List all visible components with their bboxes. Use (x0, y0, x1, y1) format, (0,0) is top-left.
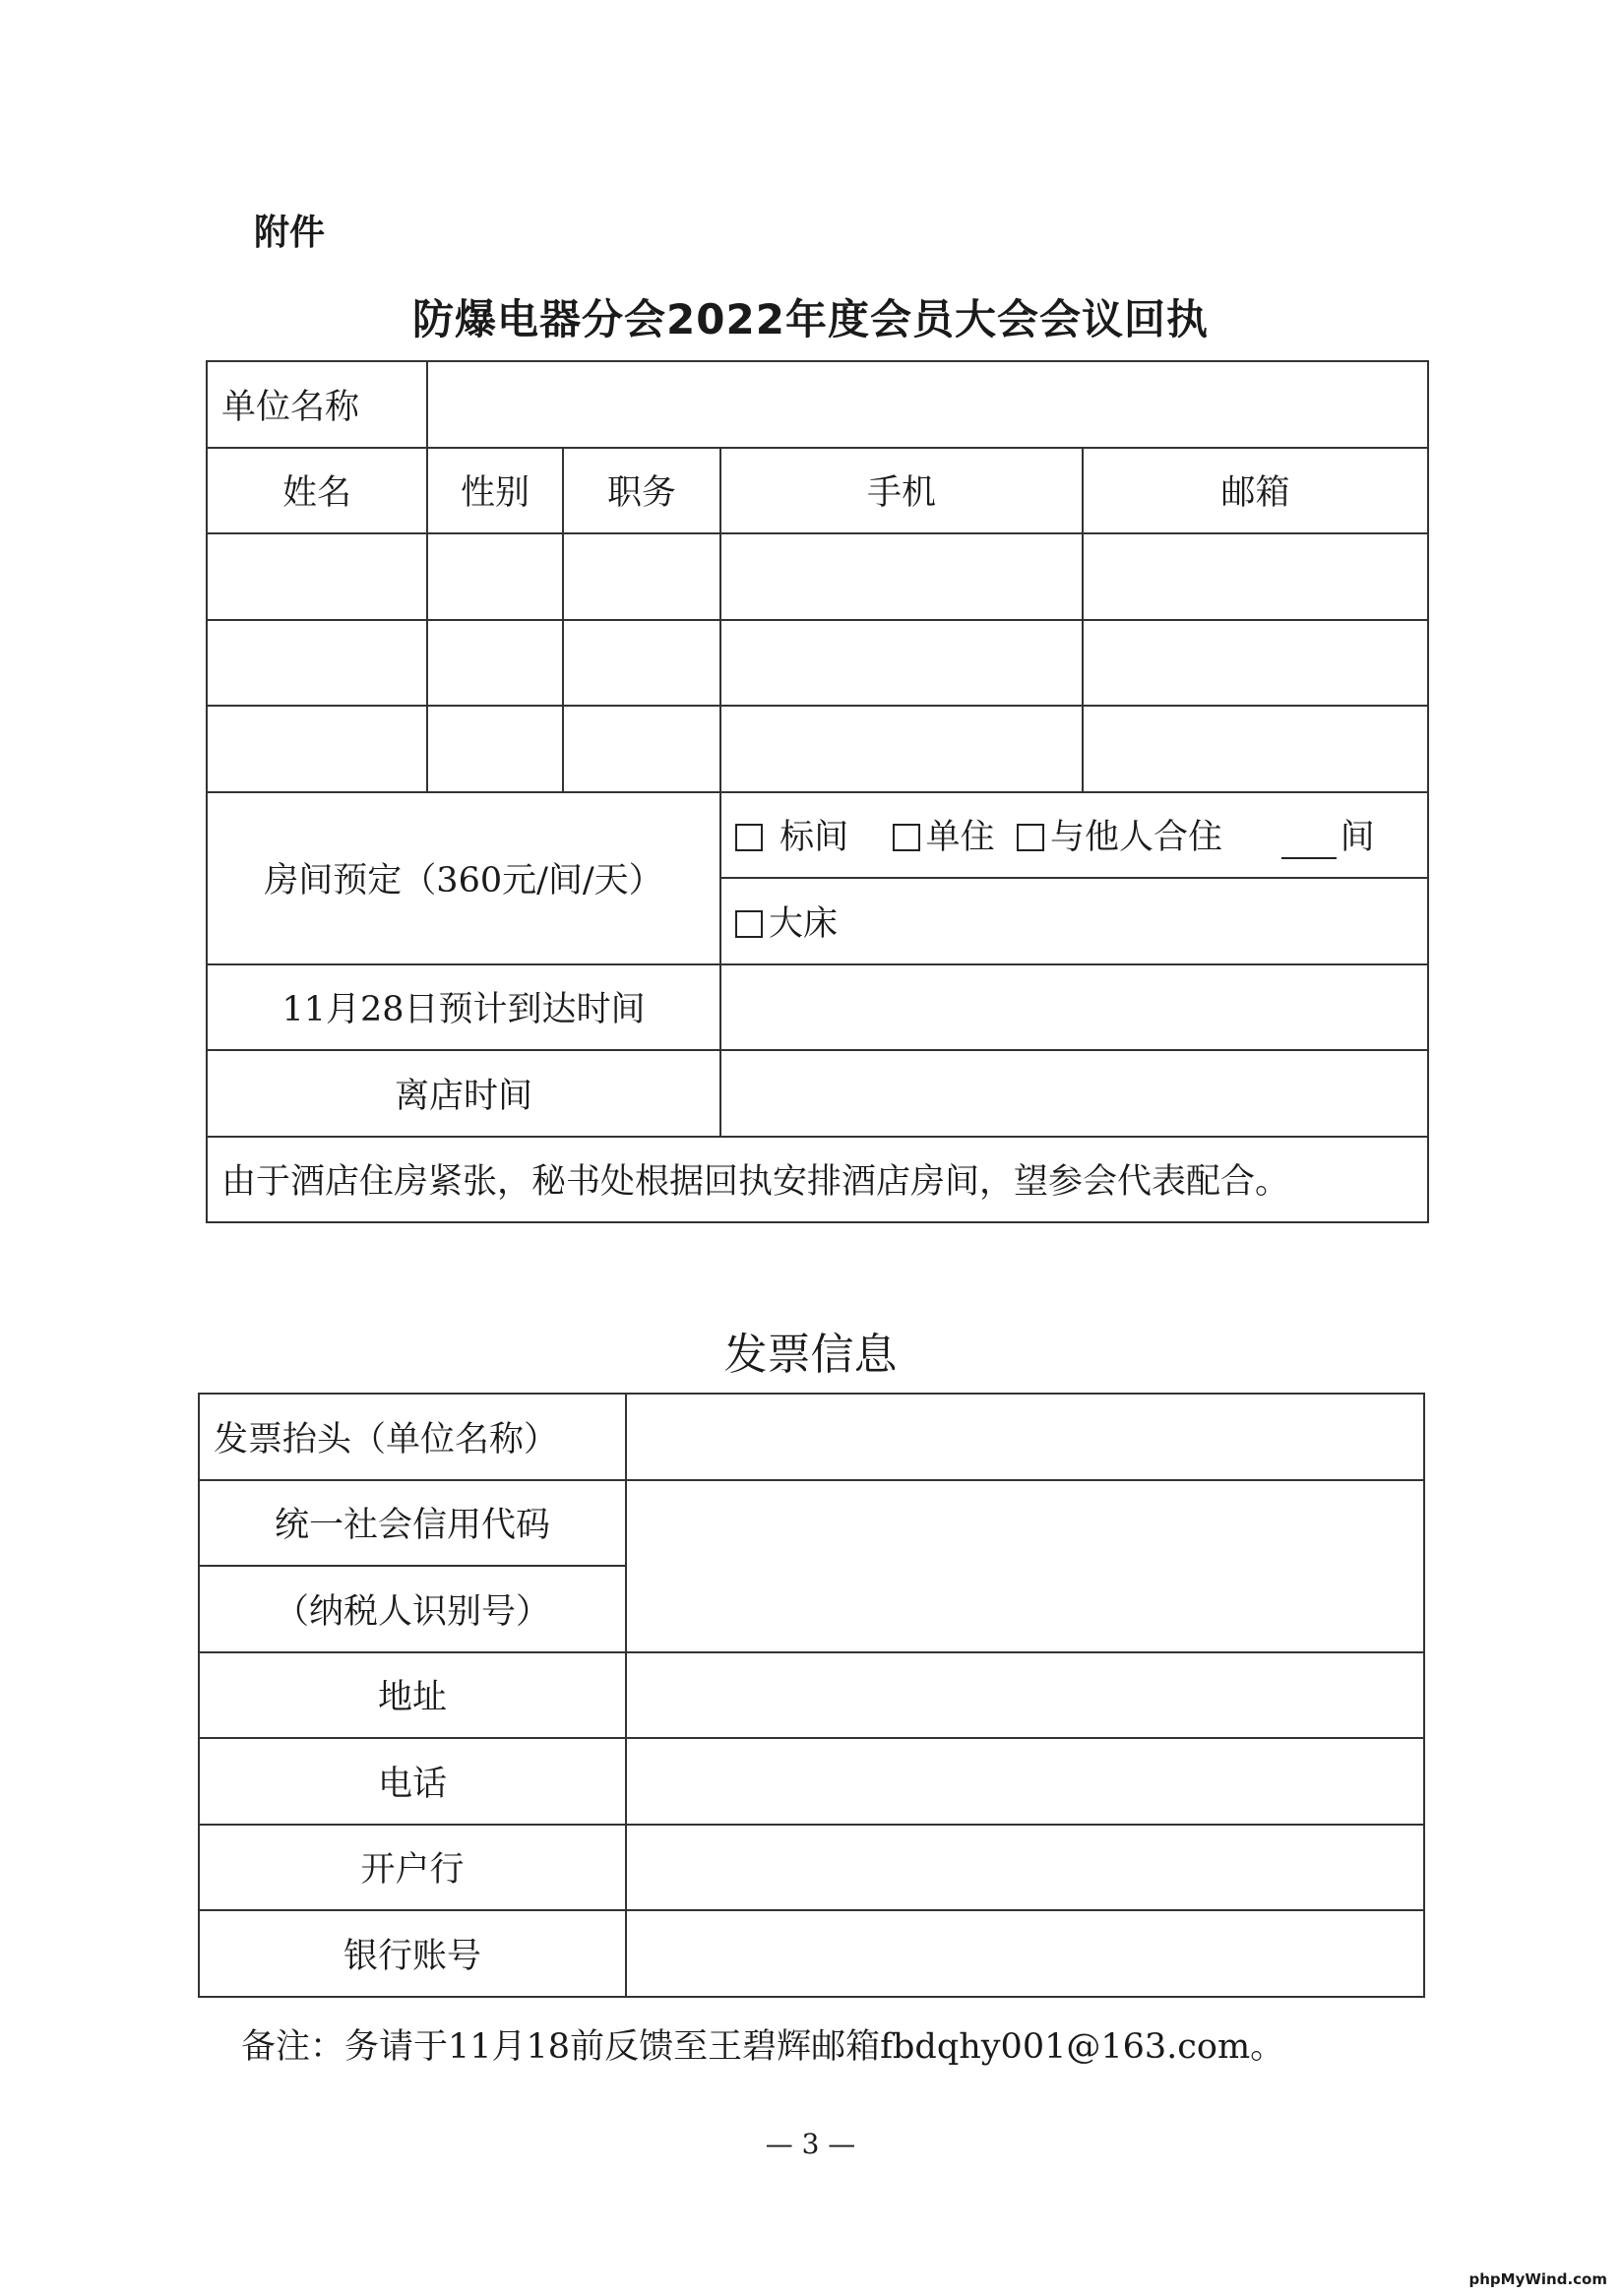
departure-label: 离店时间 (207, 1050, 720, 1137)
invoice-title: 发票信息 (723, 1330, 898, 1380)
name-cell[interactable] (207, 620, 427, 707)
gender-cell[interactable] (427, 706, 563, 792)
credit-code-label: 统一社会信用代码 (199, 1480, 626, 1567)
name-cell[interactable] (207, 706, 427, 792)
arrival-row (207, 964, 1428, 1051)
invoice-row (199, 1652, 1424, 1739)
king-bed-label: 大床 (769, 903, 839, 944)
bank-field[interactable] (626, 1825, 1424, 1911)
invoice-table (198, 1393, 1425, 1998)
unit-name-field[interactable] (427, 361, 1428, 448)
footer-note: 由于酒店住房紧张，秘书处根据回执安排酒店房间，望参会代表配合。 (207, 1137, 1428, 1223)
shared-room-label: 与他人合住 (1049, 818, 1222, 858)
position-cell[interactable] (563, 706, 720, 792)
invoice-row (199, 1480, 1424, 1567)
table-row (207, 620, 1428, 707)
credit-code-field[interactable] (626, 1480, 1424, 1652)
header-name: 姓名 (207, 448, 427, 534)
departure-field[interactable] (720, 1050, 1428, 1137)
email-cell[interactable] (1083, 533, 1428, 620)
departure-row (207, 1050, 1428, 1137)
document-title: 防爆电器分会2022年度会员大会会议回执 (412, 295, 1209, 343)
standard-room-checkbox[interactable] (735, 824, 763, 851)
name-cell[interactable] (207, 533, 427, 620)
header-mobile: 手机 (720, 448, 1083, 534)
position-cell[interactable] (563, 620, 720, 707)
header-row (207, 448, 1428, 534)
standard-room-label: 标间 (779, 818, 849, 858)
king-bed-option (720, 878, 1428, 964)
bank-account-field[interactable] (626, 1910, 1424, 1997)
unit-name-label: 单位名称 (207, 361, 427, 448)
room-unit-label: 间 (1340, 818, 1375, 858)
room-options (720, 792, 1428, 879)
address-label: 地址 (199, 1652, 626, 1739)
email-cell[interactable] (1083, 706, 1428, 792)
bank-account-label: 银行账号 (199, 1910, 626, 1997)
single-room-label: 单住 (925, 818, 995, 858)
room-count-blank[interactable] (1281, 828, 1337, 859)
room-booking-label: 房间预定（360元/间/天） (207, 792, 720, 964)
invoice-header-field[interactable] (626, 1394, 1424, 1480)
table-row (207, 533, 1428, 620)
note: 备注：务请于11月18前反馈至王碧辉邮箱fbdqhy001@163.com。 (241, 2027, 1285, 2067)
page-number: — 3 — (765, 2128, 856, 2160)
king-bed-checkbox[interactable] (735, 910, 763, 938)
receipt-table (206, 360, 1429, 1223)
bank-label: 开户行 (199, 1825, 626, 1911)
shared-room-checkbox[interactable] (1017, 824, 1044, 851)
arrival-field[interactable] (720, 964, 1428, 1051)
invoice-row (199, 1910, 1424, 1997)
phone-field[interactable] (626, 1738, 1424, 1825)
address-field[interactable] (626, 1652, 1424, 1739)
mobile-cell[interactable] (720, 706, 1083, 792)
unit-name-row (207, 361, 1428, 448)
taxpayer-id-label: （纳税人识别号） (199, 1566, 626, 1652)
email-cell[interactable] (1083, 620, 1428, 707)
mobile-cell[interactable] (720, 533, 1083, 620)
gender-cell[interactable] (427, 620, 563, 707)
invoice-row (199, 1825, 1424, 1911)
phone-label: 电话 (199, 1738, 626, 1825)
invoice-row (199, 1738, 1424, 1825)
footer-note-row (207, 1137, 1428, 1223)
mobile-cell[interactable] (720, 620, 1083, 707)
gender-cell[interactable] (427, 533, 563, 620)
header-position: 职务 (563, 448, 720, 534)
position-cell[interactable] (563, 533, 720, 620)
invoice-header-label: 发票抬头（单位名称） (199, 1394, 626, 1480)
header-email: 邮箱 (1083, 448, 1428, 534)
arrival-label: 11月28日预计到达时间 (207, 964, 720, 1051)
single-room-checkbox[interactable] (893, 824, 920, 851)
watermark: phpMyWind.com (1468, 2270, 1607, 2288)
room-booking-row (207, 792, 1428, 879)
attachment-label: 附件 (254, 213, 326, 253)
invoice-row (199, 1394, 1424, 1480)
header-gender: 性别 (427, 448, 563, 534)
table-row (207, 706, 1428, 792)
